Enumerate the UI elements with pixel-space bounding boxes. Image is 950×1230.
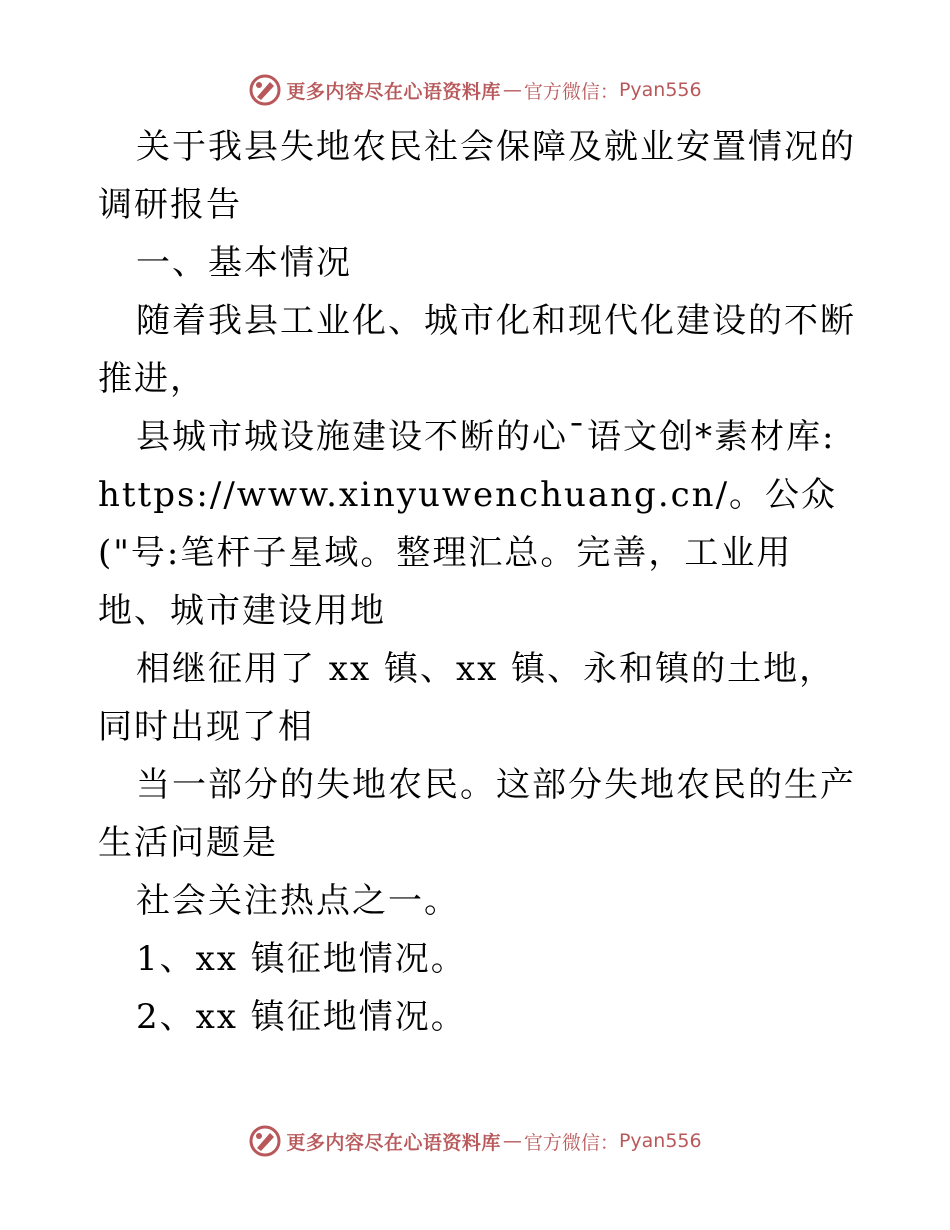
document-body bbox=[98, 118, 858, 1046]
footer-banner bbox=[0, 1121, 950, 1161]
banner-site-text: 更多内容尽在心语资料库 bbox=[286, 80, 501, 103]
paragraph-4: 当一部分的失地农民。这部分失地农民的生产生活问题是 bbox=[98, 765, 856, 863]
banner-dash: — bbox=[502, 79, 522, 101]
paragraph-1: 随着我县工业化、城市化和现代化建设的不断推进， bbox=[98, 301, 856, 399]
banner-wechat-label: 官方微信： bbox=[523, 1131, 619, 1154]
paragraph-3: 相继征用了 xx 镇、xx 镇、永和镇的土地，同时出现了相 bbox=[98, 649, 836, 747]
list-item-1: 1、xx 镇征地情况。 bbox=[136, 939, 467, 979]
banner-dash: — bbox=[502, 1130, 522, 1152]
header-banner bbox=[0, 70, 950, 110]
document-title: 关于我县失地农民社会保障及就业安置情况的调研报告 bbox=[98, 127, 856, 225]
banner-site-text: 更多内容尽在心语资料库 bbox=[286, 1131, 501, 1154]
paragraph-2: 县城市城设施建设不断的心¯语文创*素材库: https://www.xinyuwenchuang.cn/。公众("号:笔杆子星域。整理汇总。完善，工业用地、城市建设用地 bbox=[98, 417, 838, 631]
logo-icon bbox=[248, 73, 282, 107]
logo-icon bbox=[248, 1124, 282, 1158]
list-item-2: 2、xx 镇征地情况。 bbox=[136, 997, 467, 1037]
banner-wechat-id: Pyan556 bbox=[618, 1130, 702, 1152]
section-heading: 一、基本情况 bbox=[136, 243, 352, 283]
banner-wechat-id: Pyan556 bbox=[618, 79, 702, 101]
banner-wechat-label: 官方微信： bbox=[523, 80, 619, 103]
paragraph-5: 社会关注热点之一。 bbox=[136, 881, 460, 921]
